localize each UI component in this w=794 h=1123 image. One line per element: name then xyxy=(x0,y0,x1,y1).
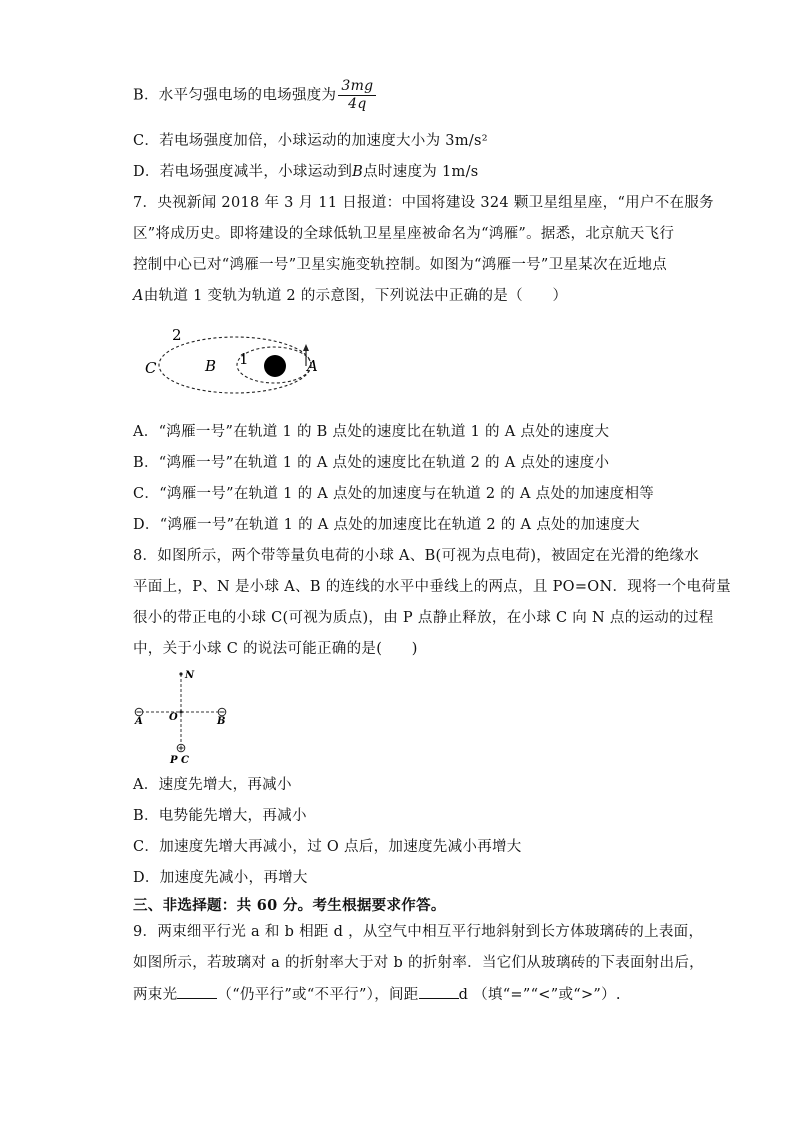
point-n-label: N xyxy=(185,670,195,681)
q8-option-b: B．电势能先增大，再减小 xyxy=(133,808,307,824)
q7-option-d: D．“鸿雁一号”在轨道 1 的 A 点处的加速度比在轨道 2 的 A 点处的加速度大 xyxy=(133,517,640,533)
q6-option-d xyxy=(133,162,479,182)
q8-option-a: A．速度先增大，再减小 xyxy=(133,777,292,793)
velocity-arrow-head xyxy=(303,344,309,351)
charges-diagram xyxy=(130,666,240,768)
q7-stem-line2: 区”将成历史。即将建设的全球低轨卫星星座被命名为“鸿雁”。据悉，北京航天飞行 xyxy=(133,226,675,242)
point-o-label: O xyxy=(169,712,178,723)
q7-option-b: B．“鸿雁一号”在轨道 1 的 A 点处的速度比在轨道 2 的 A 点处的速度小 xyxy=(133,455,610,471)
point-a-label: A xyxy=(307,357,318,375)
q6-option-d-point: B xyxy=(352,164,364,180)
q6-option-c: C．若电场强度加倍，小球运动的加速度大小为 3m/s² xyxy=(133,133,488,149)
point-b-label: B xyxy=(205,357,217,375)
answer-blank-2[interactable] xyxy=(419,984,459,999)
q9-line3-part3: d （填“=”“<”或“>”）. xyxy=(458,987,621,1003)
q9-stem-line1: 9．两束细平行光 a 和 b 相距 d ，从空气中相互平行地斜射到长方体玻璃砖的上表面， xyxy=(133,924,704,940)
field-strength-fraction xyxy=(338,78,376,113)
fraction-numerator: 3mg xyxy=(338,78,376,96)
q9-stem-line3 xyxy=(133,984,621,1005)
q7-option-c: C．“鸿雁一号”在轨道 1 的 A 点处的加速度与在轨道 2 的 A 点处的加速度相等 xyxy=(133,486,655,502)
q9-stem-line2: 如图所示，若玻璃对 a 的折射率大于对 b 的折射率．当它们从玻璃砖的下表面射出后， xyxy=(133,955,704,971)
q9-line3-part2: （“仍平行”或“不平行”），间距 xyxy=(217,987,419,1003)
q7-stem-line4-text: 由轨道 1 变轨为轨道 2 的示意图，下列说法中正确的是（ ） xyxy=(143,288,568,304)
q8-stem-line2: 平面上，P、N 是小球 A、B 的连线的水平中垂线上的两点，且 PO=ON．现将一个电荷量 xyxy=(133,579,731,595)
q8-stem-line4: 中，关于小球 C 的说法可能正确的是( ) xyxy=(133,641,418,657)
orbit-2-label: 2 xyxy=(172,326,182,344)
q8-stem-line3: 很小的带正电的小球 C(可视为质点)，由 P 点静止释放，在小球 C 向 N 点的运动的过程 xyxy=(133,610,714,626)
q6-option-b-text: B．水平匀强电场的电场强度为 xyxy=(133,87,337,104)
q7-point-a: A xyxy=(133,288,144,304)
point-o-dot xyxy=(179,710,182,713)
answer-blank-1[interactable] xyxy=(177,984,217,999)
orbit-diagram xyxy=(140,322,330,394)
section-3-title: 三、非选择题：共 60 分。考生根据要求作答。 xyxy=(133,897,446,914)
q9-line3-part1: 两束光 xyxy=(133,987,178,1003)
q8-stem-line1: 8．如图所示，两个带等量负电荷的小球 A、B(可视为点电荷)，被固定在光滑的绝缘水 xyxy=(133,548,700,564)
q6-option-d-part2: 点时速度为 1m/s xyxy=(363,164,479,180)
q6-option-d-part1: D．若电场强度减半，小球运动到 xyxy=(133,164,353,180)
q6-option-b xyxy=(133,78,376,113)
q8-option-c: C．加速度先增大再减小，过 O 点后，加速度先减小再增大 xyxy=(133,839,522,855)
earth xyxy=(264,355,286,377)
orbit-2 xyxy=(159,337,311,393)
point-b-label: B xyxy=(217,716,226,727)
point-c-label: C xyxy=(145,359,157,377)
fraction-denominator: 4q xyxy=(348,96,367,112)
point-n-dot xyxy=(179,672,182,675)
q7-stem-line3: 控制中心已对“鸿雁一号”卫星实施变轨控制。如图为“鸿雁一号”卫星某次在近地点 xyxy=(133,257,668,273)
point-pc-label: P C xyxy=(170,755,189,766)
orbit-1-label: 1 xyxy=(239,350,249,368)
q7-stem-line1: 7．央视新闻 2018 年 3 月 11 日报道：中国将建设 324 颗卫星组星座，“用户不在服务 xyxy=(133,195,714,211)
q7-stem-line4 xyxy=(133,286,567,306)
q8-option-d: D．加速度先减小，再增大 xyxy=(133,870,308,886)
q7-option-a: A．“鸿雁一号”在轨道 1 的 B 点处的速度比在轨道 1 的 A 点处的速度大 xyxy=(133,424,610,440)
point-a-label: A xyxy=(135,716,143,727)
